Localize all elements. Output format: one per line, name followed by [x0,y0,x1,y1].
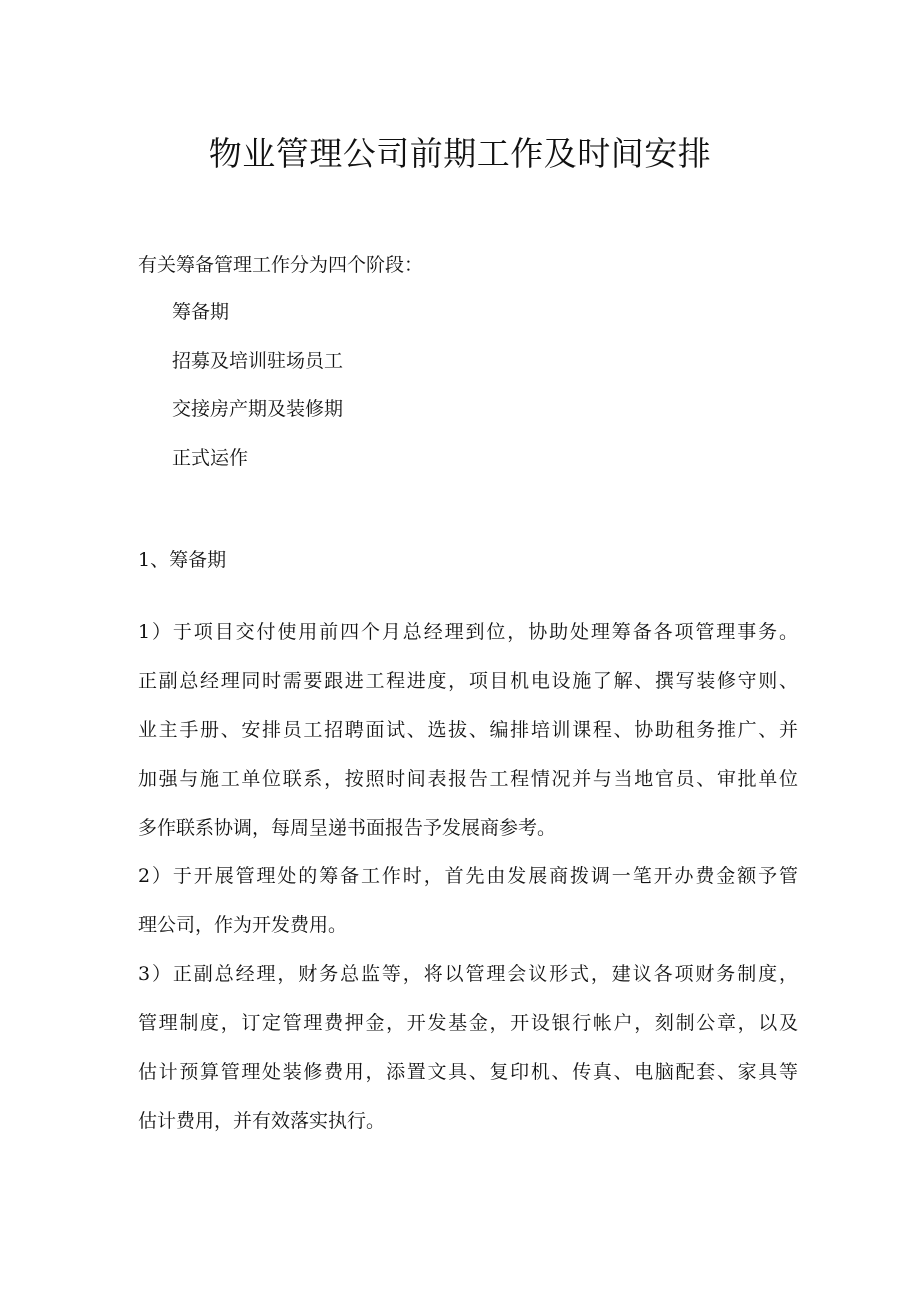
paragraph-line: 2）于开展管理处的筹备工作时，首先由发展商拨调一笔开办费金额予管 [138,865,798,888]
list-item [138,861,798,959]
paragraph-line: 理公司，作为开发费用。 [138,914,348,937]
intro-text: 有关筹备管理工作分为四个阶段： [138,254,424,276]
stage-item-preparation: 筹备期 [172,301,230,323]
stage-item-recruitment: 招募及培训驻场员工 [172,349,344,372]
paragraph-line: 加强与施工单位联系，按照时间表报告工程情况并与当地官员、审批单位 [138,767,798,790]
paragraph-line: 3）正副总经理，财务总监等，将以管理会议形式，建议各项财务制度， [138,963,798,986]
paragraph-line: 多作联系协调，每周呈递书面报告予发展商参考。 [138,816,557,839]
paragraph-line: 估计预算管理处装修费用，添置文具、复印机、传真、电脑配套、家具等 [138,1061,798,1084]
stage-item-operation: 正式运作 [172,446,249,469]
paragraph-line: 估计费用，并有效落实执行。 [138,1109,386,1132]
paragraph-line: 管理制度，订定管理费押金，开发基金，开设银行帐户，刻制公章，以及 [138,1012,798,1035]
item-list [138,617,798,1155]
list-item [138,959,798,1155]
stage-item-handover: 交接房产期及装修期 [172,398,344,420]
paragraph-line: 业主手册、安排员工招聘面试、选拔、编排培训课程、协助租务推广、并 [138,718,798,741]
paragraph-line: 正副总经理同时需要跟进工程进度，项目机电设施了解、撰写装修守则、 [138,669,798,692]
section-heading: 1、筹备期 [138,549,227,571]
list-item [138,617,798,861]
paragraph-line: 1）于项目交付使用前四个月总经理到位，协助处理筹备各项管理事务。 [138,621,798,643]
page-title: 物业管理公司前期工作及时间安排 [208,134,712,173]
stage-list [172,297,343,491]
